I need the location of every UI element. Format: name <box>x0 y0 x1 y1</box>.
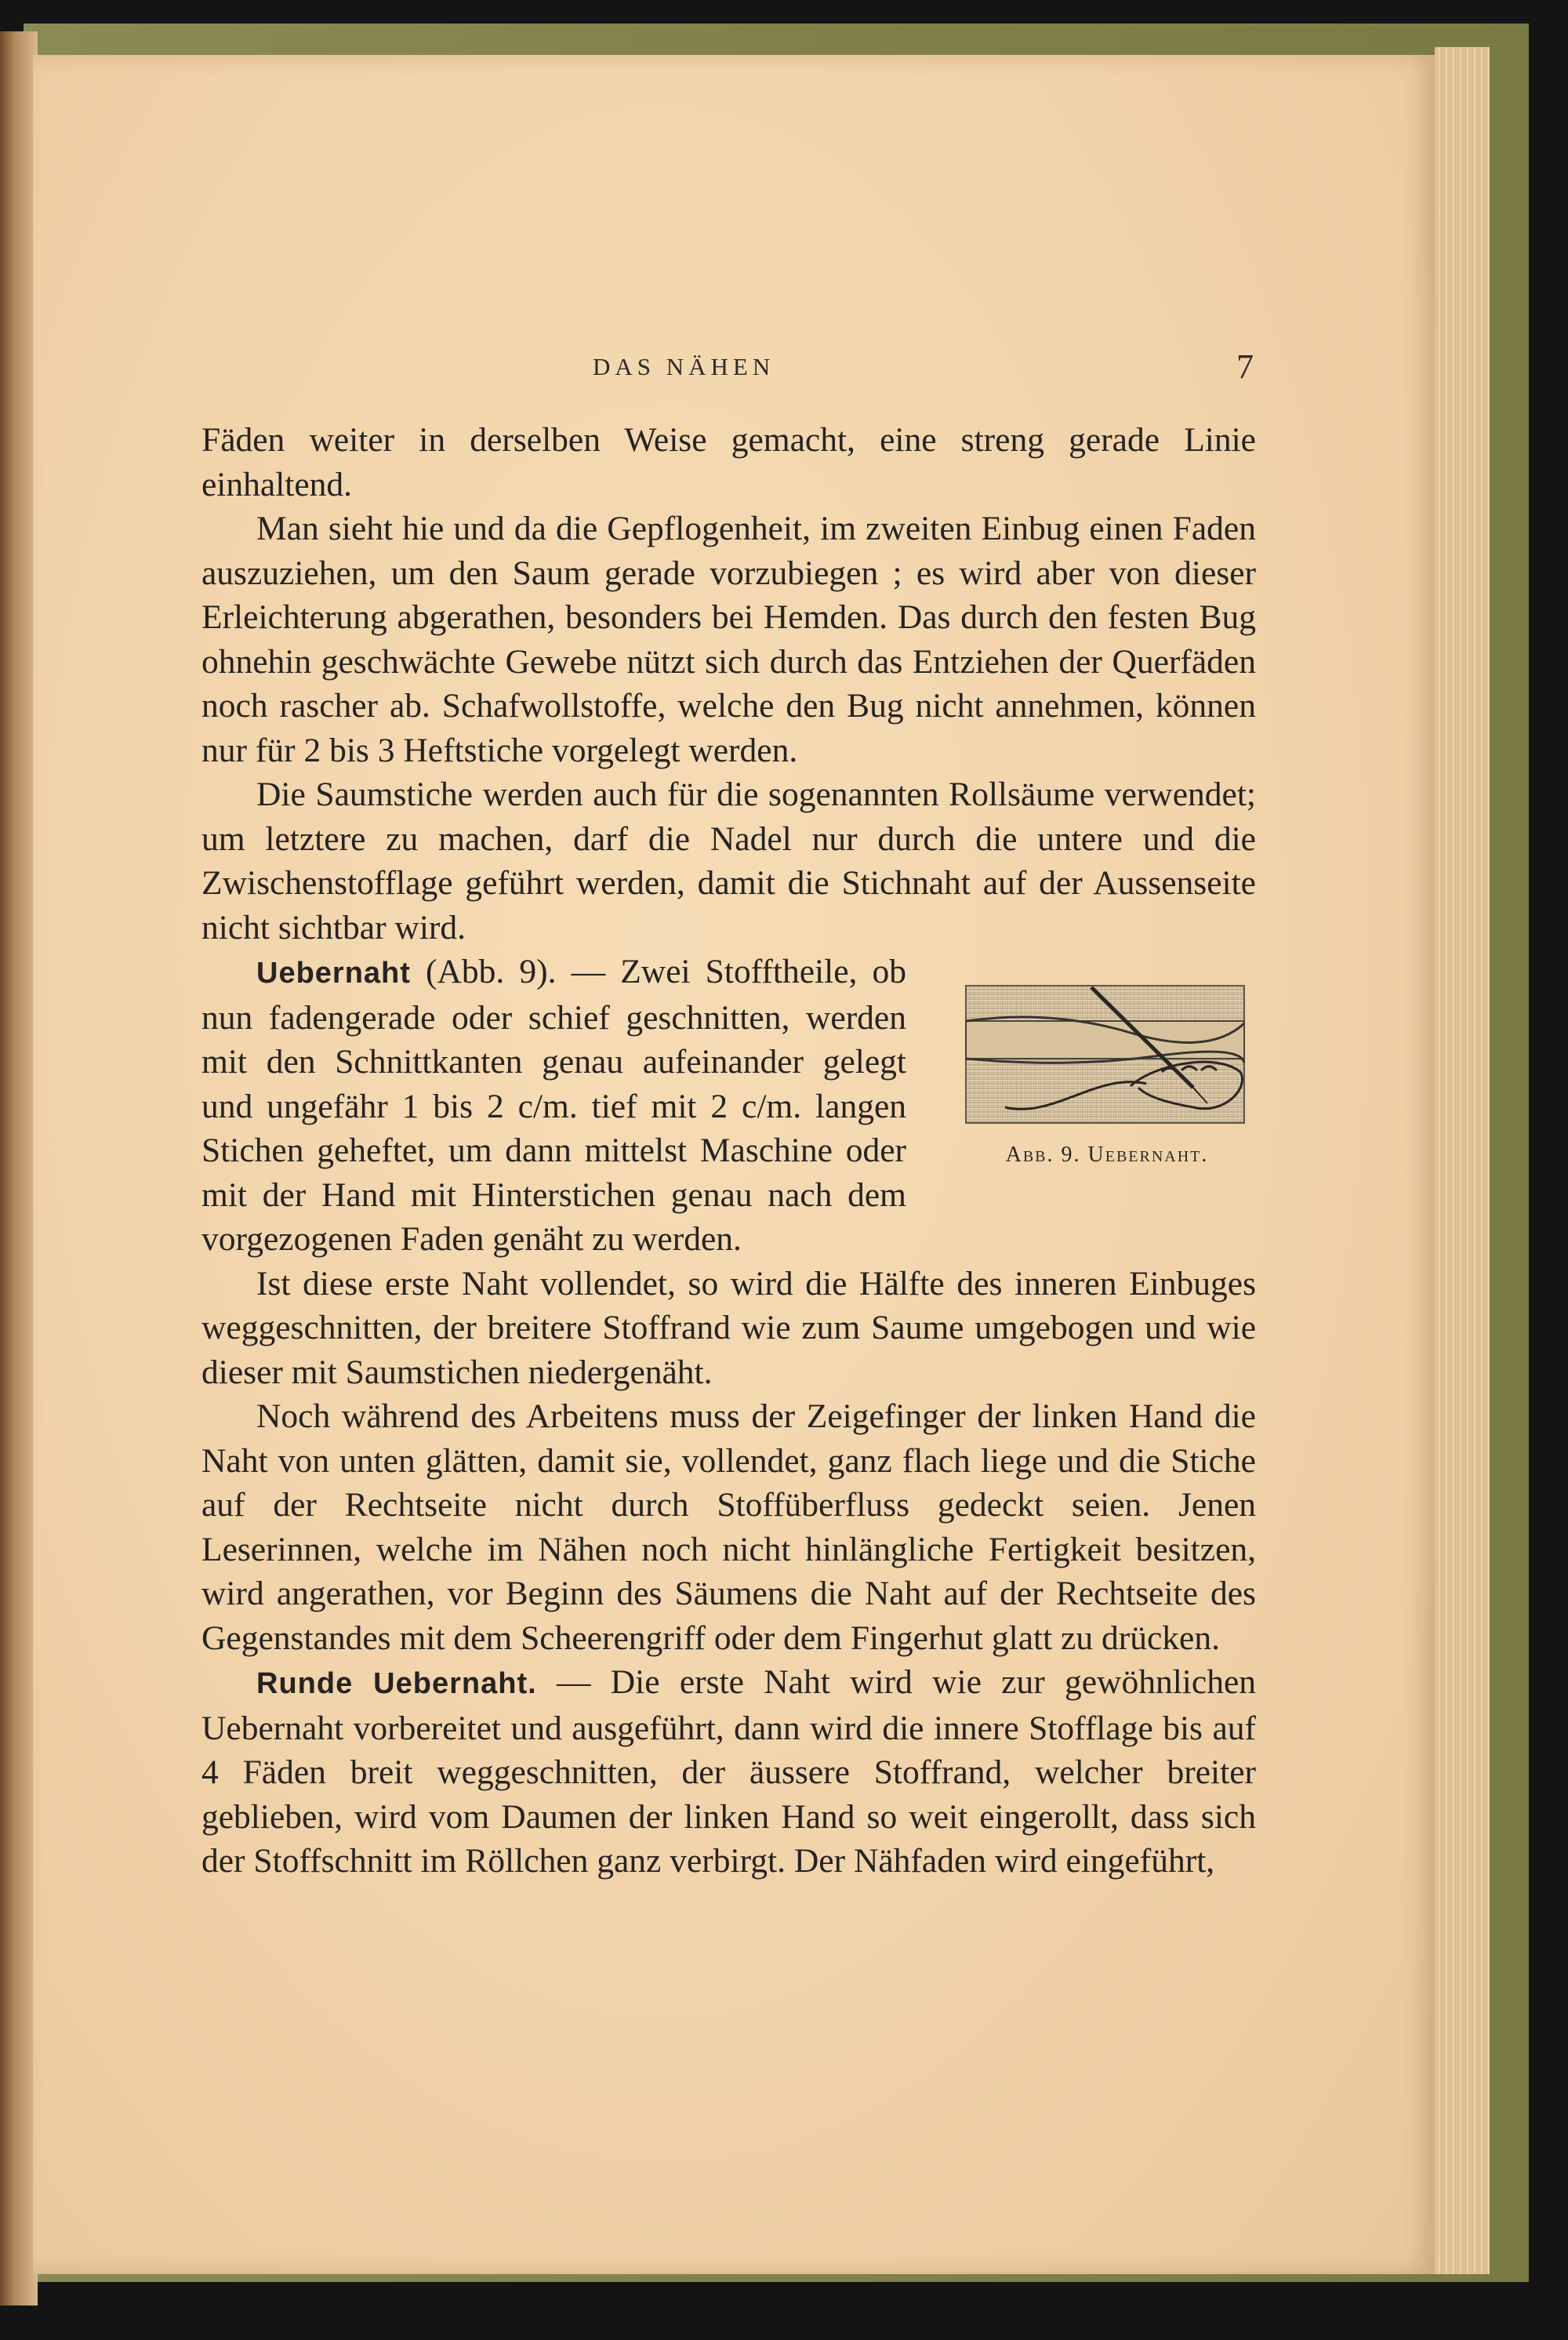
figure-9 <box>942 978 1256 1182</box>
paragraph-text: Ist diese erste Naht vollendet, so wird die Hälfte des inneren Einbuges weggeschnitten, der breitere Stoffrand wie zum Saume umgebogen und wie dieser mit Saumstichen niedergenäht. <box>201 1264 1256 1391</box>
paragraph-text: (Abb. 9). — Zwei Stofftheile, ob nun fadengerade oder schief geschnitten, werden mit den Schnittkanten genau aufeinander gelegt und ungefähr 1 bis 2 c/m. tief mit 2 c/m. langen Stichen geheftet, um dann mittelst Maschine oder mit der Hand mit Hinterstichen genau nach dem vorgezogenen Faden genäht zu werden. <box>201 953 906 1258</box>
section-heading: Runde Uebernaht. <box>256 1667 537 1700</box>
paragraph-1 <box>201 418 1256 507</box>
book-page <box>33 55 1435 2274</box>
paragraph-4 <box>201 950 1256 1262</box>
paragraph-text: — Die erste Naht wird wie zur gewöhnlichen Uebernaht vorbereitet und ausgeführt, dann wird die innere Stofflage bis auf 4 Fäden breit weggeschnitten, der äussere Stoffrand, welcher breiter geblieben, wird vom Daumen der linken Hand so weit eingerollt, dass sich der Stoffschnitt im Röllchen ganz verbirgt. Der Nähfaden wird eingeführt, <box>201 1663 1257 1880</box>
paragraph-6 <box>201 1394 1256 1660</box>
paragraph-text: Die Saumstiche werden auch für die sogenannten Rollsäume verwendet; um letztere zu machen, darf die Nadel nur durch die untere und die Zwischenstofflage geführt werden, damit die Stichnaht auf der Aussenseite nicht sichtbar wird. <box>201 776 1256 947</box>
section-heading: Uebernaht <box>256 957 411 990</box>
paragraph-3 <box>201 772 1256 950</box>
paragraph-7 <box>201 1660 1256 1884</box>
page-stack-edge <box>1435 47 1490 2274</box>
paragraph-2 <box>201 507 1256 772</box>
paragraph-text: Fäden weiter in derselben Weise gemacht, eine streng gerade Linie einhaltend. <box>201 421 1256 503</box>
binding-edge <box>0 31 38 2305</box>
page-header <box>33 347 1435 394</box>
running-title: DAS NÄHEN <box>593 353 775 380</box>
paragraph-5 <box>201 1262 1256 1395</box>
body-text <box>201 418 1256 1884</box>
paragraph-text: Noch während des Arbeitens muss der Zeigefinger der linken Hand die Naht von unten glätten, damit sie, vollendet, ganz flach liege und die Stiche auf der Rechtseite nicht durch Stoffüberfluss gedeckt seien. Jenen Leserinnen, welche im Nähen noch nicht hinlängliche Fertigkeit besitzen, wird angerathen, vor Beginn des Säumens die Naht auf der Rechtseite des Gegenstandes mit dem Scheerengriff oder dem Fingerhut glatt zu drücken. <box>201 1397 1256 1657</box>
paragraph-text: Man sieht hie und da die Gepflogenheit, im zweiten Einbug einen Faden auszuziehen, um den Saum gerade vorzubiegen ; es wird aber von dieser Erleichterung abgerathen, besonders bei Hemden. Das durch den festen Bug ohnehin geschwächte Gewebe nützt sich durch das Entziehen der Querfäden noch rascher ab. Schafwollstoffe, welche den Bug nicht annehmen, können nur für 2 bis 3 Heftstiche vorgelegt werden. <box>201 510 1256 769</box>
seam-stitch-illustration-icon <box>958 978 1256 1131</box>
page-number: 7 <box>1236 347 1254 386</box>
figure-caption: Abb. 9. Uebernaht. <box>1005 1143 1209 1167</box>
